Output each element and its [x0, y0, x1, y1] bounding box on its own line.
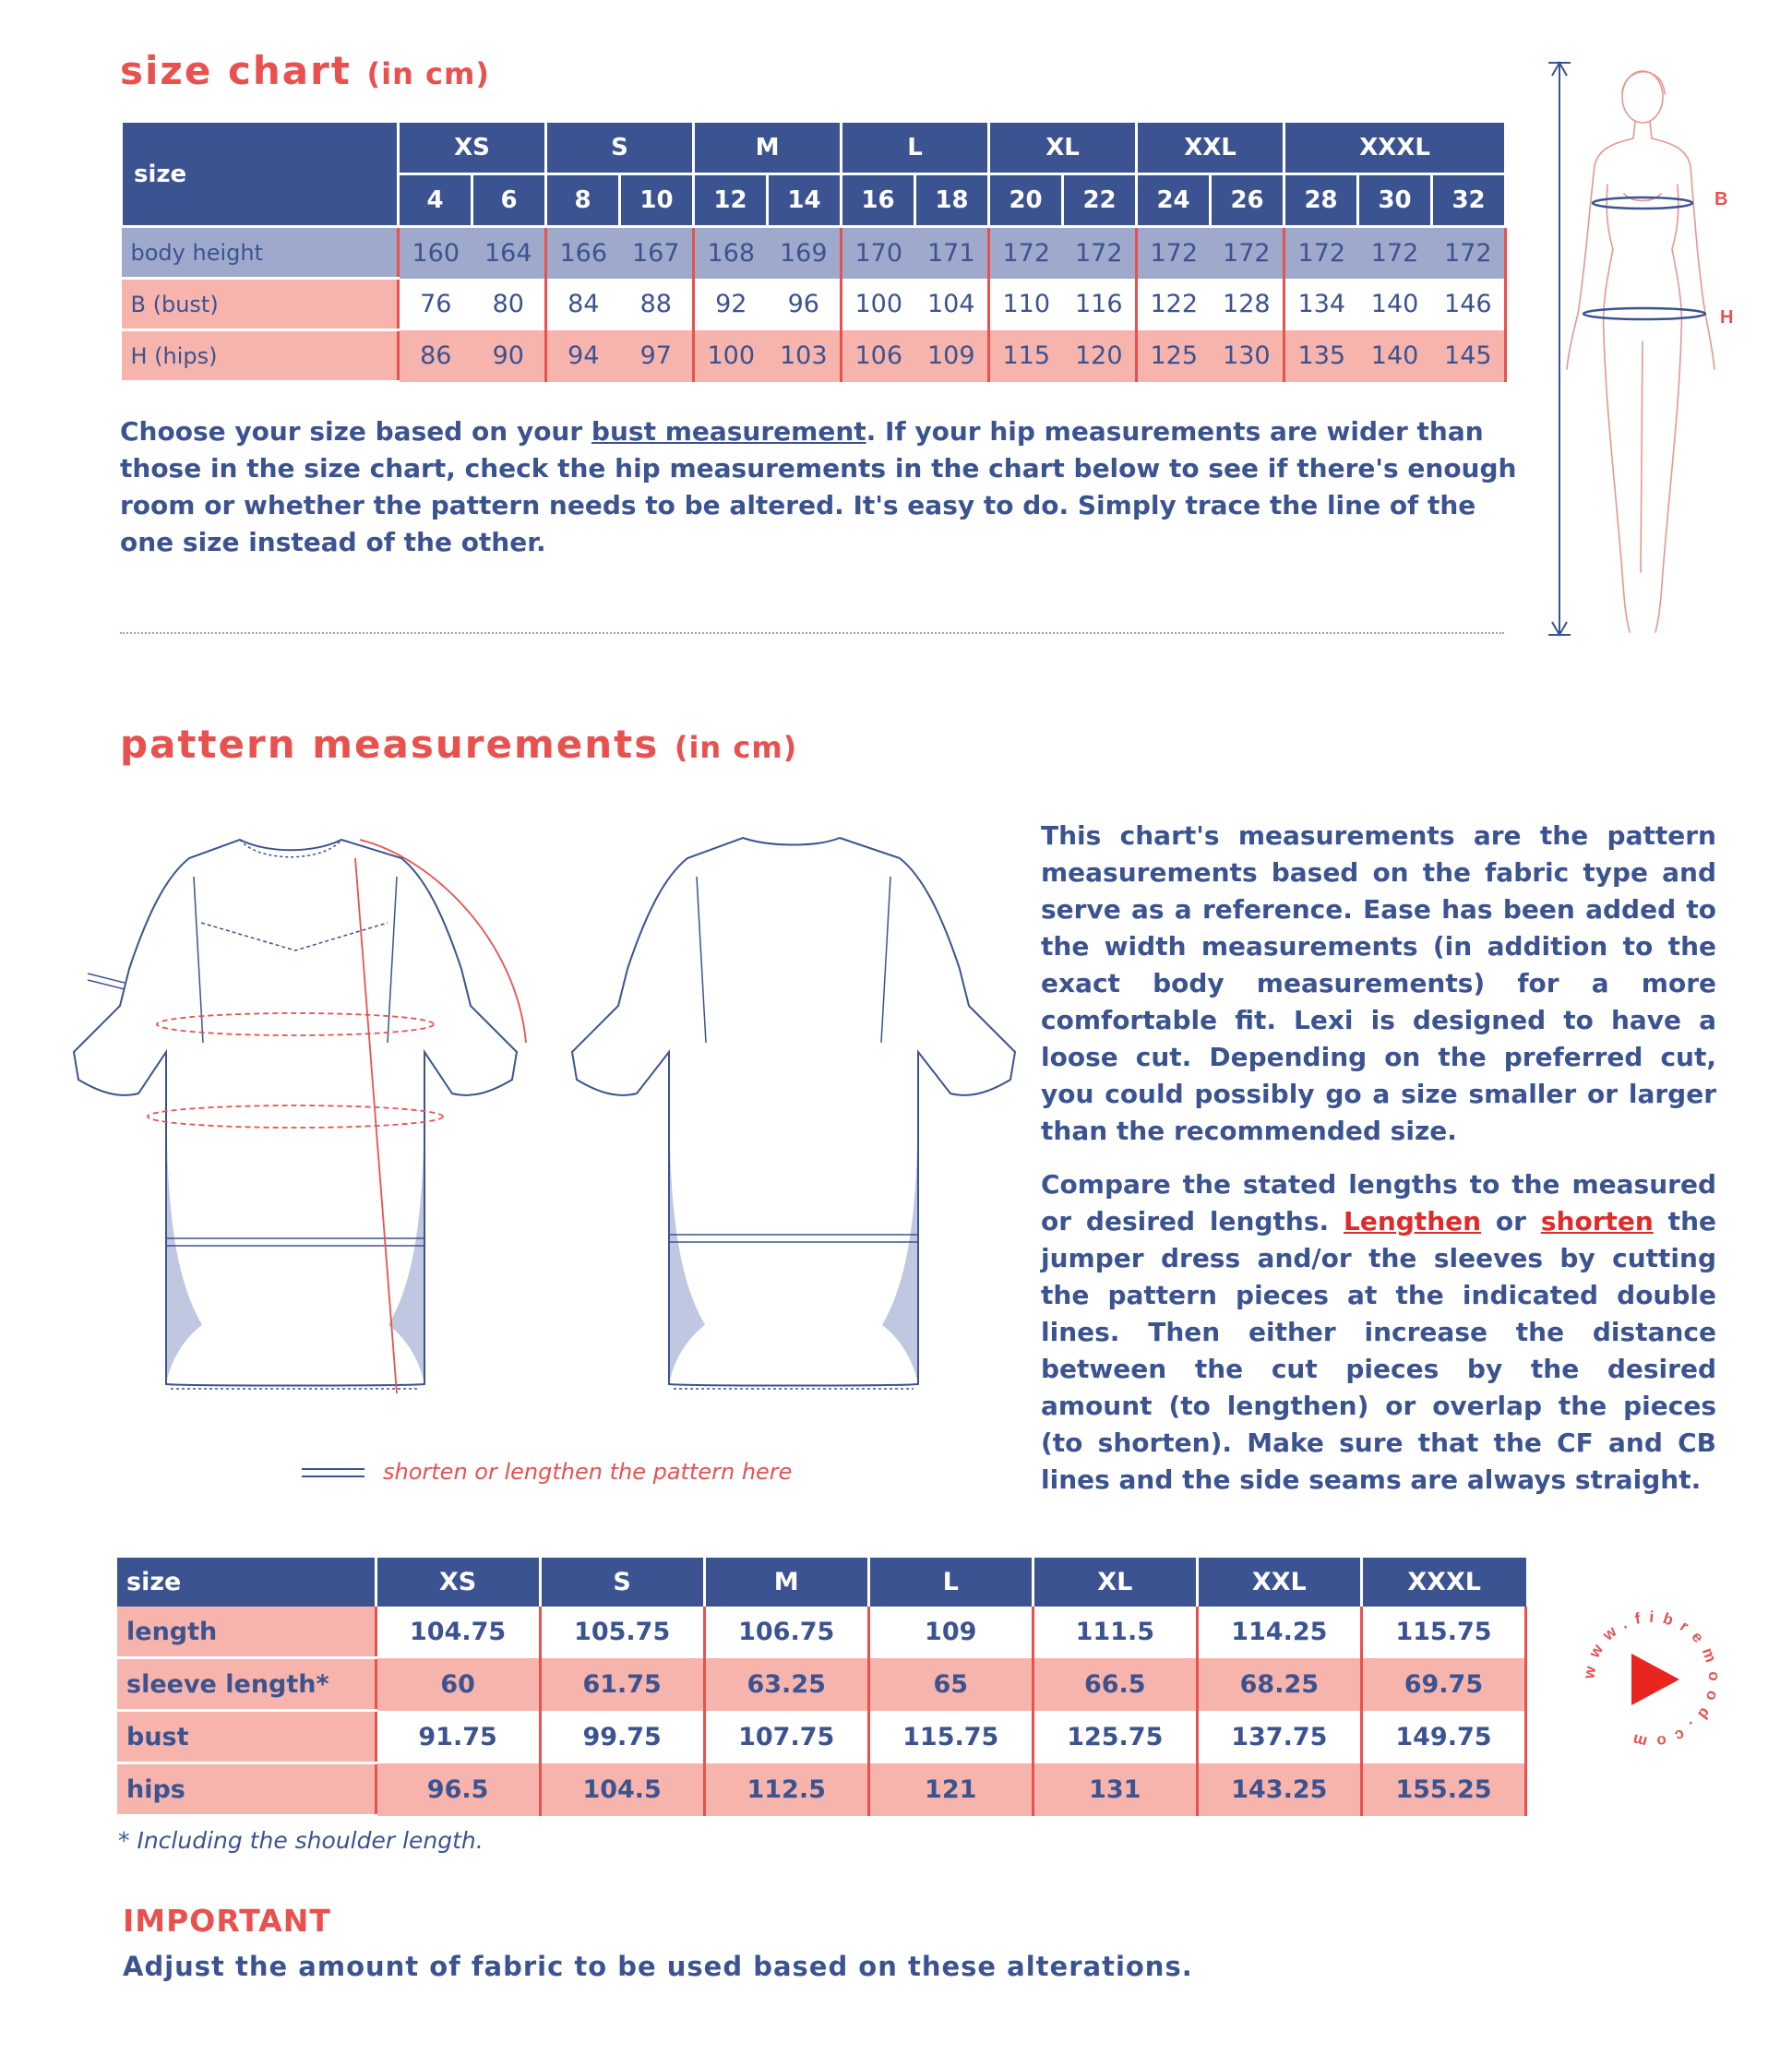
- size-group-header: L: [842, 122, 989, 174]
- row-label: body height: [122, 227, 399, 279]
- table-cell: 149.75: [1361, 1711, 1525, 1763]
- table-cell: 100: [842, 279, 915, 330]
- table-cell: 65: [868, 1658, 1033, 1711]
- table-cell: 121: [868, 1763, 1033, 1816]
- table-cell: 115.75: [1361, 1607, 1525, 1658]
- table-cell: 94: [546, 330, 620, 382]
- table-cell: 111.5: [1033, 1607, 1197, 1658]
- table-cell: 172: [1284, 227, 1358, 279]
- table-cell: 91.75: [376, 1711, 540, 1763]
- table-cell: 134: [1284, 279, 1358, 330]
- table-cell: 114.25: [1197, 1607, 1361, 1658]
- table-cell: 131: [1033, 1763, 1197, 1816]
- size-group-header: M: [694, 122, 842, 174]
- table-cell: 172: [1137, 227, 1211, 279]
- table-cell: 128: [1211, 279, 1284, 330]
- table-cell: 92: [694, 279, 768, 330]
- table-cell: 169: [768, 227, 842, 279]
- row-label: hips: [117, 1763, 376, 1816]
- table-cell: 63.25: [704, 1658, 868, 1711]
- table-cell: 168: [694, 227, 768, 279]
- table-cell: 155.25: [1361, 1763, 1525, 1816]
- size-group-header: XS: [399, 122, 546, 174]
- table-cell: 66.5: [1033, 1658, 1197, 1711]
- size-chart-title: size chart (in cm): [120, 48, 490, 93]
- table-cell: 137.75: [1197, 1711, 1361, 1763]
- table-cell: 105.75: [540, 1607, 704, 1658]
- important-heading: IMPORTANT: [123, 1903, 331, 1939]
- size-group-header: XXL: [1137, 122, 1284, 174]
- table-cell: 172: [1432, 227, 1506, 279]
- table-cell: 103: [768, 330, 842, 382]
- table-cell: 61.75: [540, 1658, 704, 1711]
- footnote: * Including the shoulder length.: [118, 1827, 484, 1854]
- size-number-header: 30: [1358, 174, 1432, 227]
- hips-row: [122, 330, 1506, 382]
- row-label: sleeve length*: [117, 1658, 376, 1711]
- size-number-header: 32: [1432, 174, 1506, 227]
- size-number-header: 28: [1284, 174, 1358, 227]
- table-cell: 112.5: [704, 1763, 868, 1816]
- table-cell: 104.75: [376, 1607, 540, 1658]
- table-cell: 116: [1063, 279, 1137, 330]
- table-cell: 96.5: [376, 1763, 540, 1816]
- row-label: length: [117, 1607, 376, 1658]
- table-cell: 88: [620, 279, 694, 330]
- table-cell: 120: [1063, 330, 1137, 382]
- size-number-header: 6: [472, 174, 546, 227]
- table-cell: 140: [1358, 330, 1432, 382]
- table-cell: 106: [842, 330, 915, 382]
- size-number-header: 24: [1137, 174, 1211, 227]
- dress-back-illustration: [544, 821, 1033, 1412]
- sleeve-length-row: [117, 1658, 1526, 1711]
- body-height-row: [122, 227, 1506, 279]
- body-figure-illustration: [1541, 55, 1744, 646]
- logo-text: www.fibremood.com: [1580, 1607, 1724, 1751]
- hips-label: H: [1720, 307, 1734, 328]
- table-cell: 109: [915, 330, 989, 382]
- table-cell: 107.75: [704, 1711, 868, 1763]
- table-cell: 60: [376, 1658, 540, 1711]
- table-cell: 86: [399, 330, 472, 382]
- table-cell: 145: [1432, 330, 1506, 382]
- bust-row: [117, 1711, 1526, 1763]
- row-label: bust: [117, 1711, 376, 1763]
- row-label: B (bust): [122, 279, 399, 330]
- shorten-link[interactable]: shorten: [1540, 1206, 1654, 1237]
- section-divider: [120, 632, 1504, 634]
- table-cell: 99.75: [540, 1711, 704, 1763]
- size-column-header: XS: [376, 1558, 540, 1607]
- double-line-legend-icon: [300, 1462, 366, 1484]
- table-cell: 115.75: [868, 1711, 1033, 1763]
- size-column-header: XXL: [1197, 1558, 1361, 1607]
- pattern-measurements-table: [117, 1558, 1527, 1817]
- table-cell: 172: [989, 227, 1063, 279]
- height-arrow: [1548, 63, 1571, 635]
- table-cell: 164: [472, 227, 546, 279]
- bust-label: B: [1714, 189, 1728, 209]
- size-number-header: 12: [694, 174, 768, 227]
- size-chart-table: [120, 120, 1507, 383]
- size-number-header: 18: [915, 174, 989, 227]
- table-cell: 146: [1432, 279, 1506, 330]
- bust-measure-line: [1593, 197, 1692, 209]
- table-cell: 160: [399, 227, 472, 279]
- lengthen-link[interactable]: Lengthen: [1344, 1206, 1482, 1237]
- size-number-header: 8: [546, 174, 620, 227]
- size-number-header: 22: [1063, 174, 1137, 227]
- table-cell: 100: [694, 330, 768, 382]
- table-cell: 104.5: [540, 1763, 704, 1816]
- hips-row: [117, 1763, 1526, 1816]
- size-number-header: 20: [989, 174, 1063, 227]
- table-cell: 130: [1211, 330, 1284, 382]
- size-group-header: S: [546, 122, 694, 174]
- size-group-header: XXXL: [1284, 122, 1506, 174]
- bust-measurement-link[interactable]: bust measurement: [591, 416, 866, 447]
- table-cell: 171: [915, 227, 989, 279]
- size-column-header: S: [540, 1558, 704, 1607]
- table-cell: 125.75: [1033, 1711, 1197, 1763]
- size-header-cell: size: [122, 122, 399, 227]
- table-cell: 69.75: [1361, 1658, 1525, 1711]
- fibremood-logo[interactable]: [1569, 1596, 1735, 1762]
- table-cell: 167: [620, 227, 694, 279]
- size-chart-unit: (in cm): [366, 56, 490, 91]
- size-number-header: 10: [620, 174, 694, 227]
- alteration-instructions: Compare the stated lengths to the measured or desired lengths. Lengthen or shorten the jumper dress and/or the sleeves by cutting the pattern pieces at the indicated double lines. Then either increase the distance between the cut pieces by the desired amount (to lengthen) or overlap the pieces (to shorten). Make sure that the CF and CB lines and the side seams are always straight.: [1041, 1169, 1716, 1495]
- table-cell: 135: [1284, 330, 1358, 382]
- table-cell: 68.25: [1197, 1658, 1361, 1711]
- legend-text: shorten or lengthen the pattern here: [383, 1459, 793, 1485]
- size-group-header: XL: [989, 122, 1137, 174]
- table-cell: 125: [1137, 330, 1211, 382]
- size-column-header: L: [868, 1558, 1033, 1607]
- pattern-description: This chart's measurements are the pattern measurements based on the fabric type and serve as a reference. Ease has been added to the width measurements (in addition to the exact body measurements) for a more comfortable fit. Lexi is designed to have a loose cut. Depending on the preferred cut, you could possibly go a size smaller or larger than the recommended size.: [1041, 820, 1716, 1146]
- table-cell: 172: [1063, 227, 1137, 279]
- table-cell: 96: [768, 279, 842, 330]
- size-number-header: 16: [842, 174, 915, 227]
- table-cell: 90: [472, 330, 546, 382]
- size-number-header: 4: [399, 174, 472, 227]
- table-cell: 122: [1137, 279, 1211, 330]
- size-advice-text: Choose your size based on your bust measurement. If your hip measurements are wider than those in the size chart, check the hip measurements in the chart below to see if there's enough room or whether the pattern needs to be altered. It's easy to do. Simply trace the line of the one size instead of the other.: [120, 416, 1517, 557]
- hips-measure-line: [1583, 308, 1705, 319]
- table-cell: 110: [989, 279, 1063, 330]
- table-cell: 172: [1211, 227, 1284, 279]
- table-cell: 84: [546, 279, 620, 330]
- play-icon: [1631, 1654, 1679, 1705]
- size-column-header: XL: [1033, 1558, 1197, 1607]
- size-number-header: 26: [1211, 174, 1284, 227]
- table-cell: 172: [1358, 227, 1432, 279]
- table-cell: 109: [868, 1607, 1033, 1658]
- row-label: H (hips): [122, 330, 399, 382]
- table-cell: 143.25: [1197, 1763, 1361, 1816]
- table-cell: 106.75: [704, 1607, 868, 1658]
- size-column-header: XXXL: [1361, 1558, 1525, 1607]
- table-cell: 76: [399, 279, 472, 330]
- table-cell: 140: [1358, 279, 1432, 330]
- size-header-cell: size: [117, 1558, 376, 1607]
- size-number-header: 14: [768, 174, 842, 227]
- size-column-header: M: [704, 1558, 868, 1607]
- pattern-measurements-title: pattern measurements (in cm): [120, 722, 798, 767]
- dress-front-illustration: [46, 821, 544, 1412]
- woman-outline: [1567, 71, 1714, 632]
- table-cell: 104: [915, 279, 989, 330]
- length-row: [117, 1607, 1526, 1658]
- bust-row: [122, 279, 1506, 330]
- table-cell: 166: [546, 227, 620, 279]
- table-cell: 80: [472, 279, 546, 330]
- important-text: Adjust the amount of fabric to be used based on these alterations.: [123, 1951, 1193, 1982]
- table-cell: 170: [842, 227, 915, 279]
- table-cell: 97: [620, 330, 694, 382]
- pattern-unit: (in cm): [674, 730, 798, 765]
- table-cell: 115: [989, 330, 1063, 382]
